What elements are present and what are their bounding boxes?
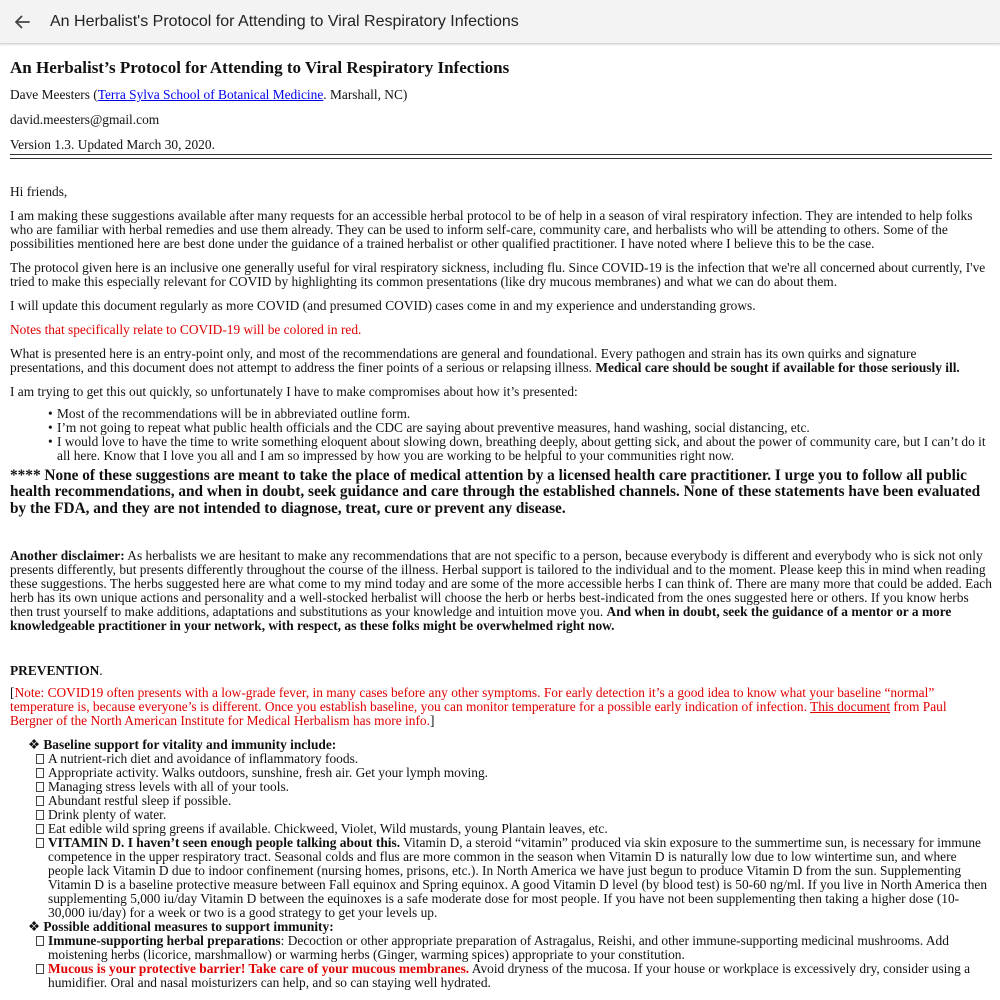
medical-warning: **** None of these suggestions are meant to take the place of medical attention by a licensed health care practitioner. I urge you to follow all public health recommendations, and when in doubt, seek guidance and care through the established channels. None of these statements have been evaluated by the FDA, and they are not intended to diagnose, treat, cure or prevent any disease. xyxy=(10,467,981,517)
version-line: Version 1.3. Updated March 30, 2020. xyxy=(10,137,215,152)
list-item: • Most of the recommendations will be in abbreviated outline form. xyxy=(48,407,992,421)
vitamin-d-item: VITAMIN D. I haven’t seen enough people talking about this. Vitamin D, a steroid “vitamin” produced via skin exposure to the summertime sun, is necessary for immune competence in the upper respiratory tract. Seasonal colds and flus are more common in the season when Vitamin D is naturally low due to low wintertime sun, and where people lack Vitamin D due to indoor confinement (nursing homes, prisons, etc.). In North America we have just begun to produce Vitamin D from the sun. Supplementing Vitamin D is a baseline protective measure between Fall equinox and Spring equinox. A good Vitamin D level (by blood test) is 50-60 ng/ml. If you live in North America then supplementing 5,000 iu/day Vitamin D between the equinoxes is a safe moderate dose for most people. If you have not been supplementing then taking a higher dose (10-30,000 iu/day) for a week or two is a good strategy to get your levels up. xyxy=(28,836,992,920)
author-line xyxy=(10,87,992,102)
intro-paragraph: I am making these suggestions available after many requests for an accessible herbal protocol to be of help in a season of viral respiratory infection. They are intended to help folks who are familiar with herbal remedies and use them already. They can be used to inform self-care, community care, and herbalists who will be attending to others. Some of the possibilities mentioned here are best done under the guidance of a trained herbalist or other qualified practitioner. I have noted where I believe this to be the case. xyxy=(10,208,973,251)
mucous-item: Mucous is your protective barrier! Take care of your mucous membranes. Avoid dryness of the mucosa. If your house or workplace is excessively dry, consider using a humidifier. Oral and nasal moisturizers can help, and so can staying well hydrated. xyxy=(28,962,992,990)
update-paragraph: I will update this document regularly as more COVID (and presumed COVID) cases come in and my experience and understanding grows. xyxy=(10,298,756,313)
list-item: A nutrient-rich diet and avoidance of inflammatory foods. xyxy=(28,752,992,766)
immune-herbs-item: Immune-supporting herbal preparations: Decoction or other appropriate preparation of Astragalus, Reishi, and other immune-supporting medicinal mushrooms. Add moistening herbs (licorice, marshmallow) or warming herbs (Ginger, warming spices) appropriate to your constitution. xyxy=(28,934,992,962)
author-location: . Marshall, NC) xyxy=(323,87,408,102)
back-button[interactable] xyxy=(0,0,44,44)
arrow-left-icon xyxy=(13,13,31,31)
list-item: Drink plenty of water. xyxy=(28,808,992,822)
list-item: Abundant restful sleep if possible. xyxy=(28,794,992,808)
prevention-list xyxy=(10,738,992,990)
diamond-bullet-icon: ❖ xyxy=(28,737,41,753)
document-title: An Herbalist’s Protocol for Attending to Viral Respiratory Infections xyxy=(10,58,510,77)
list-item: • I would love to have the time to write something eloquent about slowing down, breathing deeply, about getting sick, and about the power of community care, but I can’t do it all here. Know that I love you all and I am so impressed by how you are working to be helpful to your communities right now. xyxy=(48,435,992,463)
checkbox-glyph-icon xyxy=(36,796,44,806)
entry-point-paragraph xyxy=(10,347,992,375)
author-email: david.meesters@gmail.com xyxy=(10,112,160,127)
checkbox-glyph-icon xyxy=(36,824,44,834)
author-name: Dave Meesters ( xyxy=(10,87,98,102)
compromise-paragraph: I am trying to get this out quickly, so unfortunately I have to make compromises about how it’s presented: xyxy=(10,384,578,399)
additional-measures-heading: ❖ Possible additional measures to support immunity: xyxy=(28,919,334,935)
list-item: Appropriate activity. Walks outdoors, sunshine, fresh air. Get your lymph moving. xyxy=(28,766,992,780)
medical-care-note: Medical care should be sought if available for those seriously ill. xyxy=(595,360,960,375)
greeting: Hi friends, xyxy=(10,184,68,199)
prevention-heading: PREVENTION. xyxy=(10,663,103,679)
prevention-title: PREVENTION xyxy=(10,663,100,679)
checkbox-glyph-icon xyxy=(36,754,44,764)
entry-point-text: What is presented here is an entry-point only, and most of the recommendations are general and foundational. Every pathogen and strain has its own quirks and signature presentations, and this document does not attempt to address the finer points of a serious or relapsing illness. xyxy=(10,346,917,375)
disclaimer-label: Another disclaimer: xyxy=(10,548,125,564)
disclaimer-bold: And when in doubt, seek the guidance of a mentor or a more knowledgeable practitioner in your network, with respect, as these folks might be overwhelmed right now. xyxy=(10,604,952,634)
disclaimer-text: As herbalists we are hesitant to make any recommendations that are not specific to a person, because everybody is different and everybody who is sick not only presents differently, but presents differently throughout the course of the illness. Herbal support is tailored to the individual and to the moment. Please keep this in mind when reading these suggestions. The herbs suggested here are what come to my mind today and are some of the more accessible herbs I can think of. There are many more that could be added. Each herb has its own unique actions and personality and a well-stocked herbalist will choose the herb or herbs best-indicated from the ones suggested here or others. If you know herbs then trust yourself to make additions, adaptations and substitutions as your knowledge and intuition move you. xyxy=(10,548,992,620)
document-body xyxy=(10,44,992,990)
checkbox-glyph-icon xyxy=(36,810,44,820)
compromise-list xyxy=(10,407,992,463)
bergner-document-link[interactable]: This document xyxy=(810,699,891,715)
checkbox-glyph-icon xyxy=(36,782,44,792)
baseline-heading: ❖ Baseline support for vitality and immunity include: xyxy=(28,737,337,753)
school-link[interactable]: Terra Sylva School of Botanical Medicine xyxy=(97,87,324,102)
red-note: Notes that specifically relate to COVID-19 will be colored in red. xyxy=(10,322,362,337)
disclaimer-paragraph xyxy=(10,549,992,633)
list-item: • I’m not going to repeat what public health officials and the CDC are saying about preventive measures, hand washing, social distancing, etc. xyxy=(48,421,992,435)
app-toolbar xyxy=(0,0,1000,44)
checkbox-glyph-icon xyxy=(36,964,44,974)
covid-paragraph: The protocol given here is an inclusive one generally useful for viral respiratory sickness, including flu. Since COVID-19 is the infection that we're all concerned about currently, I've tried to make this especially relevant for COVID by highlighting its common presentations (like dry mucous membranes) and what we can do about them. xyxy=(10,260,986,289)
list-item: Eat edible wild spring greens if available. Chickweed, Violet, Wild mustards, young Plantain leaves, etc. xyxy=(28,822,992,836)
checkbox-glyph-icon xyxy=(36,936,44,946)
diamond-bullet-icon: ❖ xyxy=(28,919,41,935)
checkbox-glyph-icon xyxy=(36,838,44,848)
window-title: An Herbalist's Protocol for Attending to Viral Respiratory Infections xyxy=(50,12,519,30)
prevention-note: [Note: COVID19 often presents with a low-grade fever, in many cases before any other symptoms. For early detection it’s a good idea to know what your baseline “normal” temperature is, because everyone’s is different. Once you establish baseline, you can monitor temperature for a possible early indication of infection. This document from Paul Bergner of the North American Institute for Medical Herbalism has more info.] xyxy=(10,685,947,729)
prevention-note-text: Note: COVID19 often presents with a low-grade fever, in many cases before any other symptoms. For early detection it’s a good idea to know what your baseline “normal” temperature is, because everyone’s is different. Once you establish baseline, you can monitor temperature for a possible early indication of infection. xyxy=(10,685,935,715)
checkbox-glyph-icon xyxy=(36,768,44,778)
list-item: Managing stress levels with all of your tools. xyxy=(28,780,992,794)
